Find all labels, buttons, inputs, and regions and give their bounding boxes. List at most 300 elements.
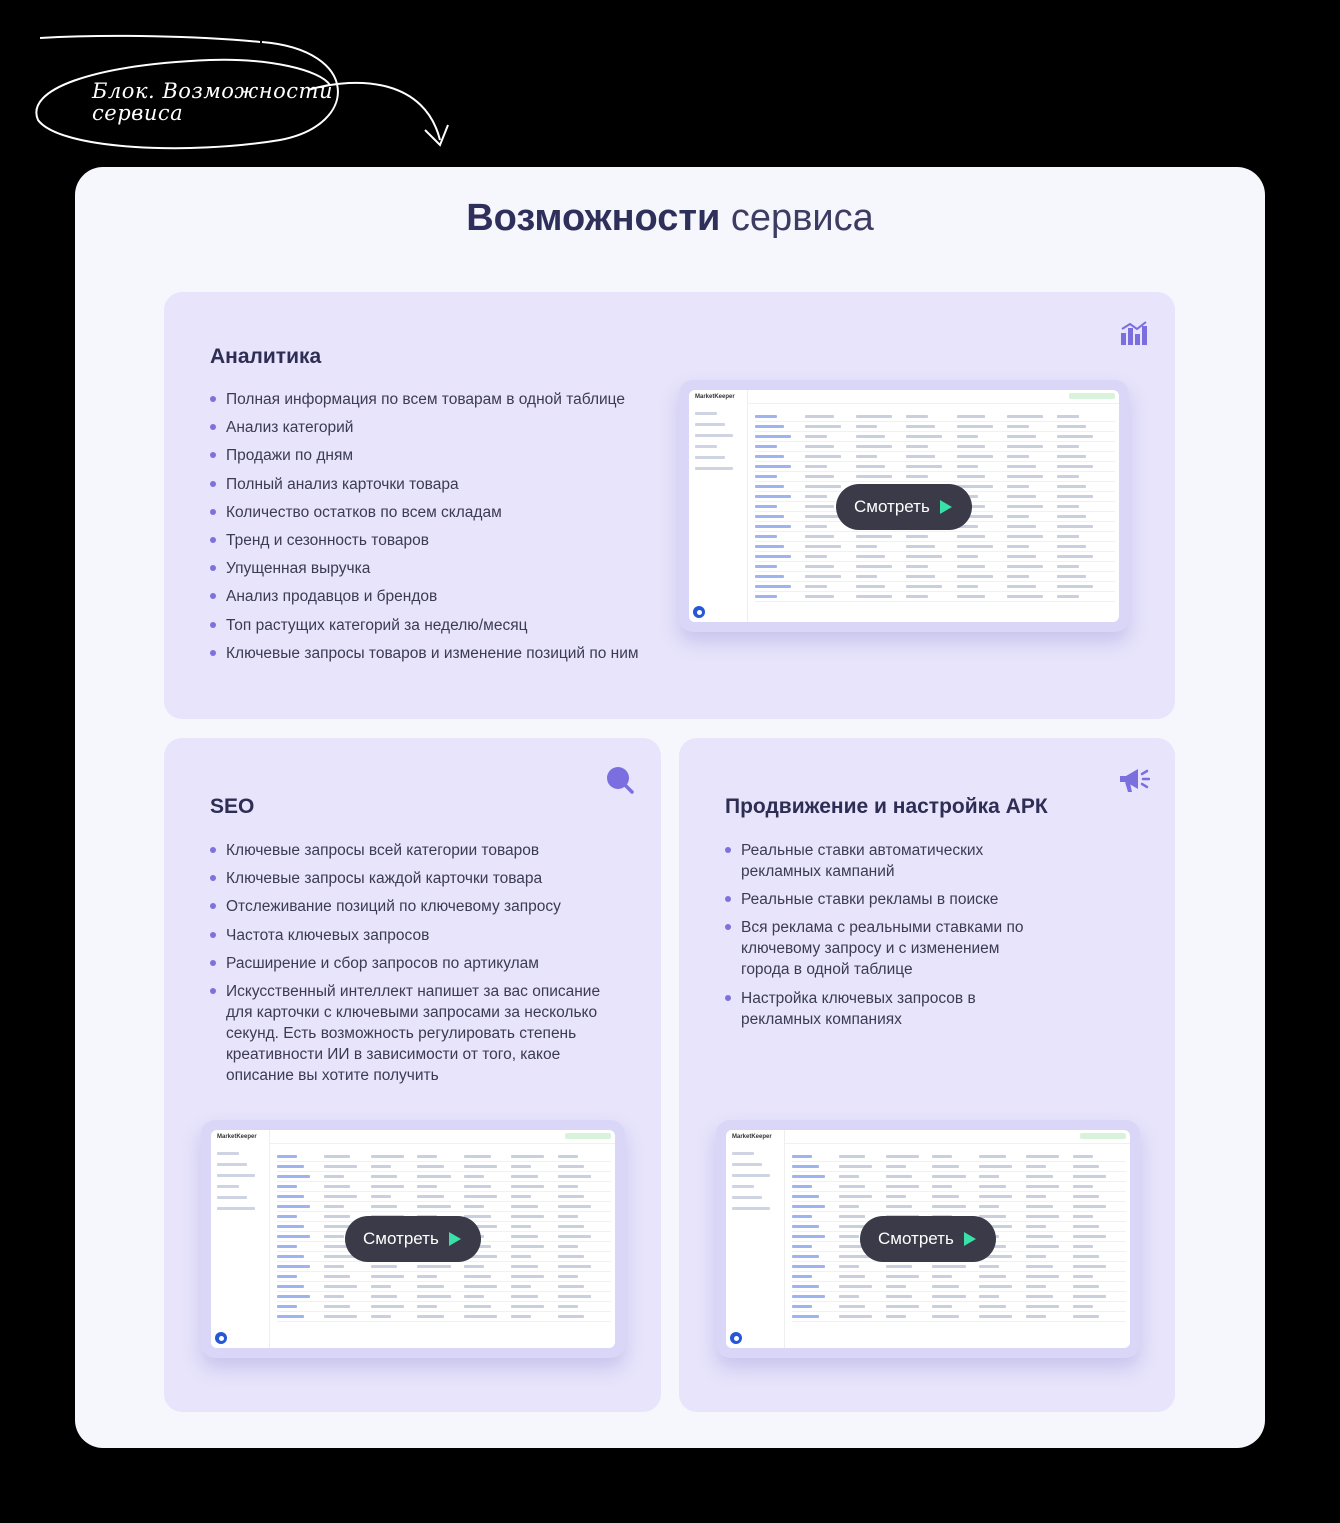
table-cell xyxy=(324,1315,357,1318)
table-cell xyxy=(1007,485,1029,488)
table-cell xyxy=(511,1165,531,1168)
table-cell xyxy=(932,1285,959,1288)
table-cell xyxy=(805,465,827,468)
table-cell xyxy=(957,475,986,478)
table-cell xyxy=(886,1165,906,1168)
table-cell xyxy=(839,1205,859,1208)
table-cell xyxy=(755,455,784,458)
table-cell xyxy=(979,1195,1012,1198)
mock-sidebar-item xyxy=(732,1185,754,1188)
table-cell xyxy=(1073,1175,1106,1178)
table-cell xyxy=(511,1215,544,1218)
table-cell xyxy=(511,1265,538,1268)
table-cell xyxy=(886,1175,913,1178)
list-item: Отслеживание позиций по ключевому запросу xyxy=(210,896,620,917)
table-cell xyxy=(755,545,784,548)
table-cell xyxy=(1073,1245,1093,1248)
mock-sidebar-item xyxy=(732,1152,754,1155)
table-cell xyxy=(886,1205,913,1208)
table-row xyxy=(277,1312,611,1322)
table-cell xyxy=(792,1195,819,1198)
table-cell xyxy=(1073,1315,1100,1318)
table-cell xyxy=(558,1195,585,1198)
table-cell xyxy=(1057,505,1079,508)
table-cell xyxy=(932,1185,952,1188)
table-row xyxy=(277,1272,611,1282)
table-cell xyxy=(511,1275,544,1278)
table-cell xyxy=(839,1195,872,1198)
table-cell xyxy=(1007,505,1043,508)
table-row xyxy=(277,1262,611,1272)
seo-card xyxy=(164,738,661,1412)
table-cell xyxy=(979,1285,1012,1288)
play-icon xyxy=(449,1232,461,1246)
table-cell xyxy=(511,1175,538,1178)
table-cell xyxy=(558,1155,578,1158)
table-cell xyxy=(755,475,777,478)
table-cell xyxy=(1007,465,1036,468)
table-cell xyxy=(906,545,935,548)
table-cell xyxy=(755,485,784,488)
table-cell xyxy=(277,1225,304,1228)
table-cell xyxy=(856,545,878,548)
list-item: Ключевые запросы всей категории товаров xyxy=(210,840,620,861)
table-cell xyxy=(558,1165,585,1168)
table-cell xyxy=(1026,1215,1059,1218)
table-cell xyxy=(805,415,834,418)
table-cell xyxy=(558,1265,591,1268)
table-row xyxy=(792,1272,1126,1282)
table-cell xyxy=(464,1155,491,1158)
support-icon xyxy=(730,1332,742,1344)
table-cell xyxy=(856,435,885,438)
table-row xyxy=(277,1202,611,1212)
table-cell xyxy=(1026,1245,1059,1248)
list-item: Частота ключевых запросов xyxy=(210,925,620,946)
table-cell xyxy=(932,1175,965,1178)
table-row xyxy=(755,542,1115,552)
table-cell xyxy=(1073,1155,1093,1158)
table-cell xyxy=(371,1185,404,1188)
table-row xyxy=(755,532,1115,542)
table-cell xyxy=(856,445,892,448)
table-row xyxy=(792,1192,1126,1202)
table-cell xyxy=(932,1165,959,1168)
table-cell xyxy=(839,1295,859,1298)
table-cell xyxy=(957,425,993,428)
table-cell xyxy=(1026,1285,1046,1288)
table-cell xyxy=(324,1165,357,1168)
table-cell xyxy=(805,525,827,528)
table-row xyxy=(755,452,1115,462)
list-item: Полный анализ карточки товара xyxy=(210,474,670,495)
table-cell xyxy=(324,1305,351,1308)
table-cell xyxy=(277,1195,304,1198)
table-cell xyxy=(511,1305,544,1308)
table-cell xyxy=(417,1295,450,1298)
table-cell xyxy=(558,1295,591,1298)
table-cell xyxy=(957,545,993,548)
table-row xyxy=(792,1162,1126,1172)
table-cell xyxy=(792,1165,819,1168)
annotation-label xyxy=(92,80,333,124)
table-cell xyxy=(1057,565,1079,568)
table-row xyxy=(755,462,1115,472)
table-cell xyxy=(1073,1165,1100,1168)
table-cell xyxy=(856,475,892,478)
table-cell xyxy=(417,1185,437,1188)
table-cell xyxy=(511,1225,531,1228)
list-item: Полная информация по всем товарам в одной таблице xyxy=(210,389,670,410)
table-cell xyxy=(1057,475,1079,478)
table-cell xyxy=(839,1285,872,1288)
mock-logo: MarketKeeper xyxy=(732,1134,772,1140)
table-cell xyxy=(755,425,784,428)
table-cell xyxy=(1073,1215,1093,1218)
table-cell xyxy=(324,1285,357,1288)
table-cell xyxy=(792,1155,812,1158)
table-cell xyxy=(277,1295,310,1298)
table-cell xyxy=(1057,425,1086,428)
list-item: Реальные ставки автоматических рекламных кампаний xyxy=(725,840,1035,882)
table-cell xyxy=(792,1225,819,1228)
table-cell xyxy=(1007,425,1029,428)
mock-badge xyxy=(565,1133,611,1139)
table-cell xyxy=(886,1315,906,1318)
table-cell xyxy=(957,565,986,568)
table-row xyxy=(755,592,1115,602)
table-cell xyxy=(805,575,841,578)
table-cell xyxy=(932,1275,952,1278)
table-cell xyxy=(805,485,841,488)
table-cell xyxy=(1057,545,1086,548)
table-cell xyxy=(1057,415,1079,418)
table-cell xyxy=(558,1315,585,1318)
table-cell xyxy=(886,1295,913,1298)
table-cell xyxy=(1073,1285,1100,1288)
table-row xyxy=(277,1172,611,1182)
ads-card xyxy=(679,738,1175,1412)
table-cell xyxy=(277,1155,297,1158)
table-cell xyxy=(1057,465,1093,468)
table-cell xyxy=(792,1235,825,1238)
table-cell xyxy=(1057,435,1093,438)
table-cell xyxy=(1007,575,1029,578)
table-row xyxy=(792,1282,1126,1292)
table-cell xyxy=(755,585,791,588)
table-row xyxy=(277,1292,611,1302)
analytics-card xyxy=(164,292,1175,719)
table-cell xyxy=(324,1155,351,1158)
mock-sidebar-item xyxy=(217,1174,255,1177)
table-row xyxy=(755,572,1115,582)
mock-sidebar-item xyxy=(695,434,733,437)
table-cell xyxy=(324,1195,357,1198)
table-cell xyxy=(856,465,885,468)
table-cell xyxy=(932,1205,965,1208)
table-cell xyxy=(1007,475,1043,478)
table-row xyxy=(792,1262,1126,1272)
table-cell xyxy=(277,1175,310,1178)
analytics-screenshot[interactable] xyxy=(679,380,1129,632)
table-cell xyxy=(371,1165,391,1168)
table-cell xyxy=(511,1195,531,1198)
mock-topbar xyxy=(269,1130,615,1144)
table-cell xyxy=(371,1175,398,1178)
table-cell xyxy=(792,1185,812,1188)
table-cell xyxy=(1026,1185,1059,1188)
list-item: Количество остатков по всем складам xyxy=(210,502,670,523)
table-row xyxy=(755,562,1115,572)
table-cell xyxy=(1007,455,1029,458)
table-cell xyxy=(324,1185,351,1188)
table-cell xyxy=(277,1265,310,1268)
table-cell xyxy=(417,1315,444,1318)
table-cell xyxy=(1057,495,1093,498)
table-cell xyxy=(324,1295,344,1298)
table-cell xyxy=(324,1275,351,1278)
mock-sidebar-item xyxy=(695,456,725,459)
table-cell xyxy=(464,1165,497,1168)
search-icon xyxy=(606,766,634,794)
mock-sidebar-item xyxy=(732,1163,762,1166)
table-cell xyxy=(1026,1255,1046,1258)
table-cell xyxy=(324,1235,344,1238)
mock-sidebar-item xyxy=(217,1152,239,1155)
mock-sidebar-item xyxy=(695,412,717,415)
table-cell xyxy=(371,1305,404,1308)
table-cell xyxy=(755,445,777,448)
features-panel xyxy=(75,167,1265,1448)
page-title xyxy=(75,197,1265,240)
table-cell xyxy=(1007,525,1036,528)
table-row xyxy=(792,1172,1126,1182)
table-row xyxy=(277,1192,611,1202)
list-item: Ключевые запросы каждой карточки товара xyxy=(210,868,620,889)
table-cell xyxy=(792,1315,819,1318)
table-cell xyxy=(856,595,892,598)
table-cell xyxy=(511,1235,538,1238)
table-cell xyxy=(464,1275,491,1278)
table-cell xyxy=(792,1275,812,1278)
watch-button-label: Смотреть xyxy=(363,1229,439,1248)
analytics-list xyxy=(210,389,670,671)
table-cell xyxy=(957,435,979,438)
table-row xyxy=(277,1162,611,1172)
table-cell xyxy=(792,1205,825,1208)
page-title-light: сервиса xyxy=(730,197,874,239)
table-cell xyxy=(886,1185,919,1188)
table-cell xyxy=(906,465,942,468)
table-row xyxy=(792,1302,1126,1312)
table-cell xyxy=(417,1165,444,1168)
table-cell xyxy=(558,1185,578,1188)
table-cell xyxy=(906,595,928,598)
table-cell xyxy=(558,1255,585,1258)
table-cell xyxy=(1007,445,1043,448)
table-cell xyxy=(277,1215,297,1218)
table-cell xyxy=(511,1295,538,1298)
watch-button[interactable] xyxy=(860,1216,996,1262)
table-cell xyxy=(1057,445,1079,448)
table-cell xyxy=(1073,1265,1106,1268)
table-cell xyxy=(371,1155,404,1158)
table-cell xyxy=(417,1195,444,1198)
table-cell xyxy=(464,1315,497,1318)
watch-button[interactable] xyxy=(345,1216,481,1262)
table-cell xyxy=(792,1305,812,1308)
table-cell xyxy=(417,1155,437,1158)
table-cell xyxy=(932,1155,952,1158)
table-cell xyxy=(511,1315,531,1318)
table-cell xyxy=(277,1275,297,1278)
bar-chart-icon xyxy=(1120,320,1148,346)
table-cell xyxy=(417,1265,450,1268)
table-cell xyxy=(906,415,928,418)
table-cell xyxy=(805,495,827,498)
table-cell xyxy=(464,1285,497,1288)
mock-logo: MarketKeeper xyxy=(695,394,735,400)
list-item: Настройка ключевых запросов в рекламных компаниях xyxy=(725,988,1035,1030)
table-cell xyxy=(805,535,834,538)
table-cell xyxy=(1007,565,1043,568)
table-cell xyxy=(558,1175,591,1178)
play-icon xyxy=(964,1232,976,1246)
table-cell xyxy=(371,1315,391,1318)
table-cell xyxy=(856,555,885,558)
table-cell xyxy=(277,1245,297,1248)
table-cell xyxy=(417,1285,444,1288)
table-cell xyxy=(792,1265,825,1268)
table-cell xyxy=(839,1235,859,1238)
table-cell xyxy=(511,1155,544,1158)
table-row xyxy=(792,1182,1126,1192)
table-cell xyxy=(417,1175,450,1178)
list-item: Анализ продавцов и брендов xyxy=(210,586,670,607)
table-cell xyxy=(1057,455,1086,458)
table-cell xyxy=(1026,1305,1059,1308)
watch-button-label: Смотреть xyxy=(854,497,930,516)
table-cell xyxy=(558,1305,578,1308)
table-cell xyxy=(464,1265,484,1268)
table-cell xyxy=(511,1245,544,1248)
page-title-bold: Возможности xyxy=(466,197,721,239)
mock-badge xyxy=(1080,1133,1126,1139)
table-row xyxy=(755,582,1115,592)
table-cell xyxy=(839,1175,859,1178)
table-cell xyxy=(906,475,928,478)
table-cell xyxy=(979,1165,1012,1168)
table-cell xyxy=(1073,1205,1106,1208)
table-cell xyxy=(755,415,777,418)
table-cell xyxy=(1073,1195,1100,1198)
table-cell xyxy=(1026,1315,1046,1318)
table-cell xyxy=(979,1275,1006,1278)
table-cell xyxy=(755,505,777,508)
list-item: Топ растущих категорий за неделю/месяц xyxy=(210,615,670,636)
table-cell xyxy=(1073,1305,1093,1308)
table-cell xyxy=(1057,595,1079,598)
table-cell xyxy=(1026,1165,1046,1168)
table-cell xyxy=(906,585,942,588)
watch-button[interactable] xyxy=(836,484,972,530)
table-row xyxy=(792,1312,1126,1322)
table-cell xyxy=(957,415,986,418)
table-cell xyxy=(805,585,827,588)
table-cell xyxy=(906,575,935,578)
table-cell xyxy=(856,535,892,538)
ads-title: Продвижение и настройка АРК xyxy=(725,795,1048,818)
table-cell xyxy=(805,515,841,518)
table-cell xyxy=(1026,1235,1053,1238)
table-cell xyxy=(839,1215,866,1218)
table-cell xyxy=(839,1155,866,1158)
table-cell xyxy=(1057,515,1086,518)
table-cell xyxy=(371,1275,404,1278)
table-cell xyxy=(856,565,892,568)
table-cell xyxy=(464,1305,491,1308)
table-cell xyxy=(932,1195,959,1198)
list-item: Продажи по дням xyxy=(210,445,670,466)
table-cell xyxy=(932,1315,959,1318)
annotation-note xyxy=(30,30,460,160)
table-cell xyxy=(1073,1185,1093,1188)
table-row xyxy=(792,1202,1126,1212)
table-row xyxy=(755,412,1115,422)
table-cell xyxy=(1007,545,1029,548)
table-cell xyxy=(906,555,942,558)
table-cell xyxy=(1026,1225,1046,1228)
table-cell xyxy=(906,565,928,568)
table-cell xyxy=(464,1205,484,1208)
table-cell xyxy=(371,1195,391,1198)
table-row xyxy=(277,1152,611,1162)
mock-topbar xyxy=(784,1130,1130,1144)
mock-sidebar-item xyxy=(695,423,725,426)
table-cell xyxy=(886,1305,919,1308)
mock-sidebar xyxy=(689,390,748,622)
table-cell xyxy=(1057,555,1093,558)
table-cell xyxy=(886,1195,906,1198)
table-cell xyxy=(906,535,928,538)
support-icon xyxy=(693,606,705,618)
table-cell xyxy=(371,1205,398,1208)
table-cell xyxy=(1026,1295,1053,1298)
ads-screenshot[interactable] xyxy=(716,1120,1140,1358)
table-row xyxy=(277,1282,611,1292)
seo-list xyxy=(210,840,620,1093)
table-cell xyxy=(805,445,834,448)
table-cell xyxy=(324,1265,344,1268)
list-item: Упущенная выручка xyxy=(210,558,670,579)
table-cell xyxy=(792,1215,812,1218)
table-cell xyxy=(805,425,841,428)
table-cell xyxy=(1026,1155,1059,1158)
table-cell xyxy=(932,1265,965,1268)
table-cell xyxy=(558,1245,578,1248)
table-cell xyxy=(464,1185,491,1188)
table-cell xyxy=(805,595,834,598)
table-cell xyxy=(1057,585,1093,588)
table-cell xyxy=(839,1165,872,1168)
mock-sidebar-item xyxy=(217,1163,247,1166)
table-cell xyxy=(277,1205,310,1208)
table-row xyxy=(755,422,1115,432)
megaphone-icon xyxy=(1118,766,1150,794)
table-cell xyxy=(511,1205,538,1208)
table-cell xyxy=(979,1315,1012,1318)
seo-screenshot[interactable] xyxy=(201,1120,625,1358)
